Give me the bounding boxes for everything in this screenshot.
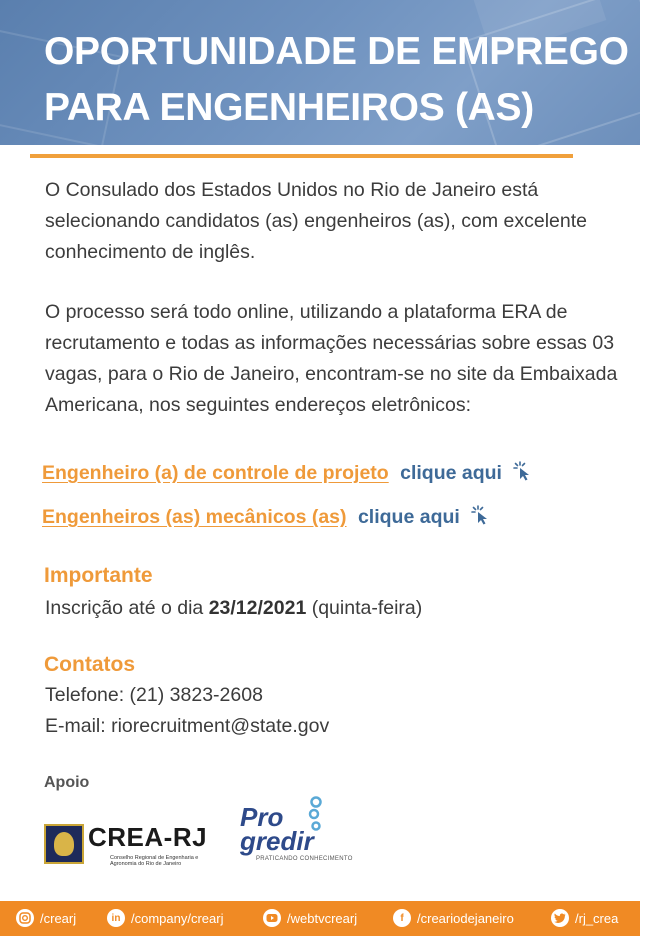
deadline-prefix: Inscrição até o dia	[45, 597, 209, 619]
social-linkedin[interactable]	[107, 909, 223, 927]
job-link-project-control[interactable]: Engenheiro (a) de controle de projeto	[42, 462, 389, 484]
job-link-row-1	[42, 461, 535, 487]
deadline-date: 23/12/2021	[208, 597, 307, 619]
intro-paragraph: O Consulado dos Estados Unidos no Rio de Janeiro está selecionando candidatos (as) engenheiros (as), com excelente conhecimento de inglês.	[45, 179, 587, 263]
instagram-icon	[16, 909, 34, 927]
click-here-link-1[interactable]: clique aqui	[400, 462, 502, 484]
header-banner	[0, 0, 640, 145]
social-footer	[0, 901, 640, 936]
instagram-handle: /crearj	[40, 910, 77, 926]
job-link-mechanical[interactable]: Engenheiros (as) mecânicos (as)	[42, 506, 347, 528]
crea-seal-icon	[44, 824, 84, 864]
deadline-text	[45, 597, 422, 620]
email-text: E-mail: riorecruitment@state.gov	[45, 715, 330, 737]
apoio-label: Apoio	[44, 774, 90, 791]
twitter-icon	[551, 909, 569, 927]
phone-text: Telefone: (21) 3823-2608	[45, 684, 263, 706]
contatos-heading: Contatos	[44, 653, 135, 676]
cursor-click-icon[interactable]	[471, 505, 493, 531]
title-line-1: OPORTUNIDADE DE EMPREGO	[44, 30, 629, 73]
progredir-tagline: PRATICANDO CONHECIMENTO	[256, 856, 353, 862]
progredir-wordmark-1: Pro	[240, 802, 284, 832]
social-youtube[interactable]	[263, 909, 357, 927]
youtube-handle: /webtvcrearj	[287, 910, 358, 926]
page-title	[44, 24, 634, 136]
orange-divider	[30, 154, 573, 158]
youtube-icon	[263, 909, 281, 927]
linkedin-icon: in	[107, 909, 125, 927]
twitter-handle: /rj_crea	[575, 910, 619, 926]
cursor-click-icon[interactable]	[513, 461, 535, 487]
click-here-link-2[interactable]: clique aqui	[357, 506, 460, 528]
facebook-handle: /creariodejaneiro	[417, 910, 514, 926]
crea-rj-logo	[44, 824, 224, 868]
crea-subtitle: Conselho Regional de Engenharia e Agronomia do Rio de Janeiro	[110, 855, 199, 867]
crea-wordmark: CREA-RJ	[88, 822, 208, 852]
linkedin-handle: /company/crearj	[131, 910, 224, 926]
social-facebook[interactable]	[393, 909, 514, 927]
title-line-2: PARA ENGENHEIROS (AS)	[44, 86, 534, 129]
social-instagram[interactable]	[16, 909, 76, 927]
progredir-logo	[236, 800, 356, 870]
progredir-wordmark-2: gredir	[240, 826, 314, 856]
job-link-row-2	[42, 505, 493, 531]
importante-heading: Importante	[44, 564, 153, 587]
facebook-icon: f	[393, 909, 411, 927]
deadline-suffix: (quinta-feira)	[306, 597, 423, 619]
process-paragraph: O processo será todo online, utilizando a plataforma ERA de recrutamento e todas as informações necessárias sobre essas 03 vagas, para o Rio de Janeiro, encontram-se no site da Embaixada Americana, nos seguintes endereços eletrônicos:	[45, 301, 618, 416]
social-twitter[interactable]	[551, 909, 618, 927]
